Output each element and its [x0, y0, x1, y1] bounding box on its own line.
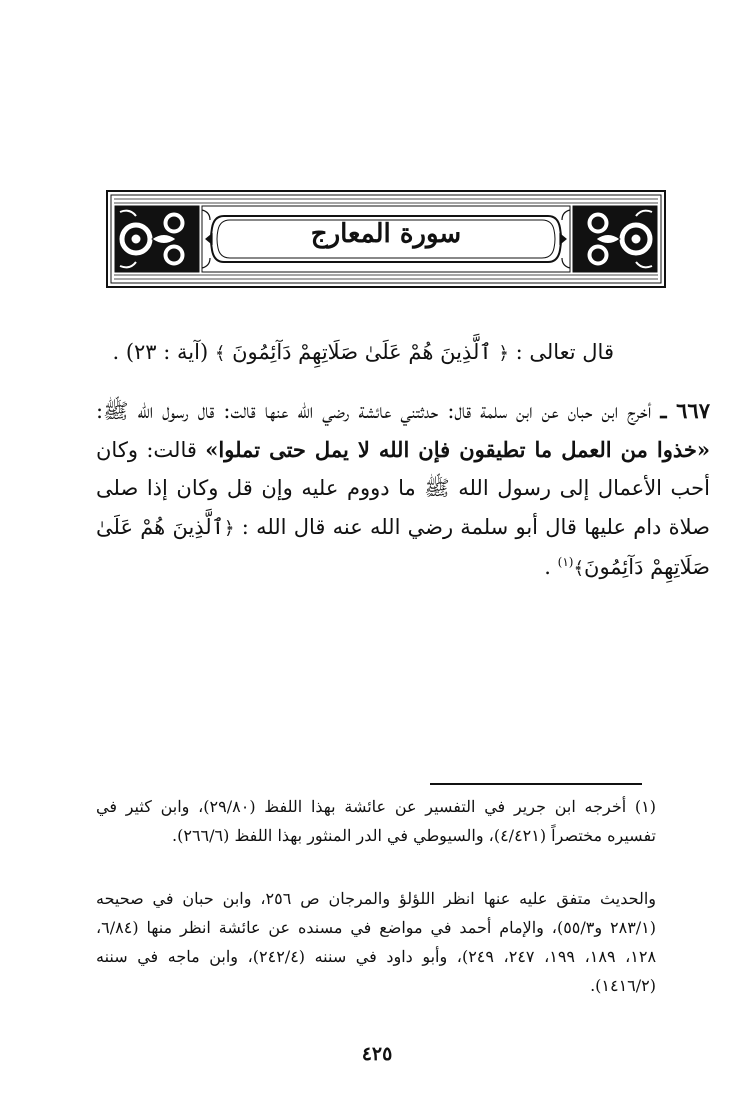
footnote-1: [96, 792, 656, 850]
verse-open-bracket: ﴿: [498, 343, 509, 364]
hadith-part2: قالت: وكان أحب الأعمال إلى رسول الله ﷺ ما دووم عليه وإن قل وكان إذا صلى صلاة دام عليها قال أبو سلمة رضي الله عنه قال الله :: [96, 437, 710, 539]
footnote-reference[interactable]: (١): [557, 555, 574, 569]
surah-title: سورة المعارج: [310, 219, 462, 249]
verse-line: [110, 334, 614, 370]
hadith-part1: أخرج ابن حبان عن ابن سلمة قال: حدثتني عائشة رضي الله عنها قالت: قال رسول الله ﷺ:: [96, 399, 652, 423]
hadith-quran-open: ﴿: [224, 517, 235, 539]
footnote-1-marker: (١): [634, 797, 657, 816]
hadith-paragraph: [96, 392, 710, 589]
surah-header-banner: [106, 190, 666, 288]
verse-text: ٱلَّذِينَ هُمْ عَلَىٰ صَلَاتِهِمْ دَآئِمُونَ: [232, 340, 492, 364]
left-ornament-icon: [115, 206, 199, 272]
footnote-2-text: والحديث متفق عليه عنها انظر اللؤلؤ والمرجان ص ٢٥٦، وابن حبان في صحيحه (٢٨٣/١ و٥٥/٣)، والإمام أحمد في مواضع في مسنده عن عائشة انظر منها (٦/٨٤، ١٢٨، ١٨٩، ١٩٩، ٢٤٧، ٢٤٩)، وأبو داود في سننه (٢٤٢/٤)، وابن ماجه في سننه (١٤١٦/٢).: [96, 889, 657, 995]
hadith-quran-close: ﴾: [573, 558, 585, 579]
hadith-number: ٦٦٧ ـ: [660, 398, 710, 423]
hadith-quote: «خذوا من العمل ما تطيقون فإن الله لا يمل حتى تملوا»: [205, 436, 711, 462]
footnote-separator: [430, 783, 642, 785]
footnote-2: [96, 884, 656, 1000]
verse-intro: قال تعالى :: [515, 340, 614, 364]
page-number: ٤٢٥: [361, 1043, 393, 1065]
hadith-quran-text: ٱلَّذِينَ هُمْ عَلَىٰ صَلَاتِهِمْ دَآئِمُونَ: [96, 514, 710, 579]
hadith-end: .: [544, 555, 551, 579]
footnote-1-text: أخرجه ابن جرير في التفسير عن عائشة بهذا اللفظ (٢٩/٨٠)، وابن كثير في تفسيره مختصراً (٤/٤٢١)، والسيوطي في الدر المنثور بهذا اللفظ (٢٦٦/٦).: [96, 797, 656, 845]
right-ornament-icon: [573, 206, 657, 272]
verse-reference: (آية : ٢٣) .: [112, 340, 209, 364]
verse-close-bracket: ﴾: [214, 343, 226, 364]
